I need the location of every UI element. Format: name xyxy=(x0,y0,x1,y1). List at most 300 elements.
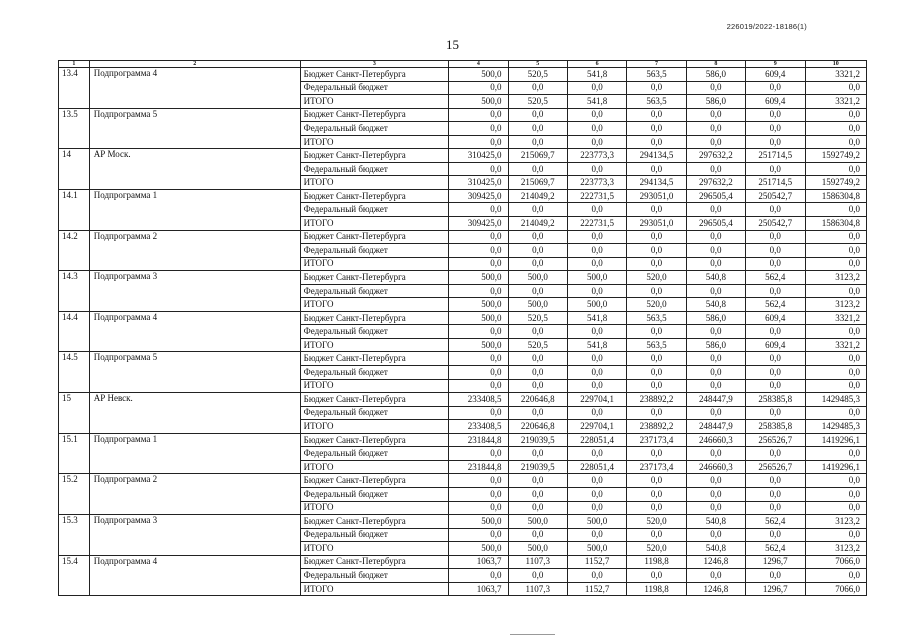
funding-source: Бюджет Санкт-Петербурга xyxy=(300,352,448,366)
value-cell: 0,0 xyxy=(508,474,567,488)
value-cell: 248447,9 xyxy=(686,393,745,407)
value-cell: 0,0 xyxy=(508,487,567,501)
value-cell: 500,0 xyxy=(508,515,567,529)
value-cell: 500,0 xyxy=(567,298,626,312)
value-cell: 1296,7 xyxy=(746,555,805,569)
value-cell: 0,0 xyxy=(746,366,805,380)
value-cell: 0,0 xyxy=(449,352,508,366)
value-cell: 0,0 xyxy=(805,501,867,515)
value-cell: 0,0 xyxy=(567,325,626,339)
value-cell: 0,0 xyxy=(746,284,805,298)
value-cell: 0,0 xyxy=(449,257,508,271)
value-cell: 0,0 xyxy=(567,135,626,149)
value-cell: 214049,2 xyxy=(508,217,567,231)
value-cell: 0,0 xyxy=(449,203,508,217)
value-cell: 0,0 xyxy=(805,379,867,393)
value-cell: 0,0 xyxy=(627,203,686,217)
value-cell: 250542,7 xyxy=(746,217,805,231)
value-cell: 215069,7 xyxy=(508,176,567,190)
value-cell: 0,0 xyxy=(627,284,686,298)
value-cell: 0,0 xyxy=(805,447,867,461)
value-cell: 1152,7 xyxy=(567,582,626,596)
value-cell: 0,0 xyxy=(686,447,745,461)
value-cell: 0,0 xyxy=(449,501,508,515)
value-cell: 310425,0 xyxy=(449,176,508,190)
value-cell: 1419296,1 xyxy=(805,460,867,474)
funding-source: ИТОГО xyxy=(300,135,448,149)
value-cell: 0,0 xyxy=(567,379,626,393)
table-row xyxy=(59,474,867,488)
header-cell: 4 xyxy=(449,61,508,68)
value-cell: 0,0 xyxy=(805,528,867,542)
row-code: 14.1 xyxy=(59,189,90,230)
value-cell: 0,0 xyxy=(627,447,686,461)
value-cell: 0,0 xyxy=(567,352,626,366)
value-cell: 0,0 xyxy=(567,257,626,271)
row-name: Подпрограмма 3 xyxy=(89,271,300,312)
value-cell: 0,0 xyxy=(449,487,508,501)
value-cell: 0,0 xyxy=(627,569,686,583)
value-cell: 0,0 xyxy=(449,81,508,95)
value-cell: 0,0 xyxy=(627,162,686,176)
value-cell: 0,0 xyxy=(627,122,686,136)
value-cell: 520,5 xyxy=(508,95,567,109)
value-cell: 0,0 xyxy=(449,447,508,461)
value-cell: 0,0 xyxy=(805,569,867,583)
value-cell: 296505,4 xyxy=(686,189,745,203)
value-cell: 0,0 xyxy=(805,203,867,217)
value-cell: 1107,3 xyxy=(508,582,567,596)
value-cell: 0,0 xyxy=(805,135,867,149)
row-code: 13.5 xyxy=(59,108,90,149)
value-cell: 0,0 xyxy=(567,122,626,136)
value-cell: 246660,3 xyxy=(686,433,745,447)
value-cell: 1107,3 xyxy=(508,555,567,569)
funding-source: Федеральный бюджет xyxy=(300,487,448,501)
value-cell: 0,0 xyxy=(567,81,626,95)
value-cell: 0,0 xyxy=(746,81,805,95)
header-cell: 9 xyxy=(746,61,805,68)
value-cell: 7066,0 xyxy=(805,555,867,569)
table-row xyxy=(59,271,867,285)
value-cell: 0,0 xyxy=(567,108,626,122)
value-cell: 0,0 xyxy=(686,352,745,366)
value-cell: 0,0 xyxy=(508,162,567,176)
value-cell: 500,0 xyxy=(508,542,567,556)
funding-source: ИТОГО xyxy=(300,338,448,352)
value-cell: 1419296,1 xyxy=(805,433,867,447)
value-cell: 0,0 xyxy=(746,569,805,583)
value-cell: 586,0 xyxy=(686,95,745,109)
value-cell: 0,0 xyxy=(686,122,745,136)
value-cell: 0,0 xyxy=(508,122,567,136)
value-cell: 500,0 xyxy=(508,271,567,285)
value-cell: 0,0 xyxy=(449,108,508,122)
value-cell: 586,0 xyxy=(686,311,745,325)
value-cell: 219039,5 xyxy=(508,433,567,447)
value-cell: 0,0 xyxy=(686,135,745,149)
value-cell: 256526,7 xyxy=(746,460,805,474)
value-cell: 0,0 xyxy=(746,447,805,461)
value-cell: 500,0 xyxy=(567,271,626,285)
value-cell: 231844,8 xyxy=(449,433,508,447)
value-cell: 238892,2 xyxy=(627,420,686,434)
value-cell: 0,0 xyxy=(686,406,745,420)
value-cell: 0,0 xyxy=(805,284,867,298)
value-cell: 0,0 xyxy=(686,230,745,244)
table-row xyxy=(59,393,867,407)
value-cell: 3321,2 xyxy=(805,338,867,352)
value-cell: 540,8 xyxy=(686,542,745,556)
value-cell: 1063,7 xyxy=(449,555,508,569)
value-cell: 3123,2 xyxy=(805,542,867,556)
funding-source: ИТОГО xyxy=(300,501,448,515)
value-cell: 0,0 xyxy=(746,244,805,258)
value-cell: 1586304,8 xyxy=(805,217,867,231)
value-cell: 233408,5 xyxy=(449,420,508,434)
value-cell: 0,0 xyxy=(508,569,567,583)
value-cell: 0,0 xyxy=(449,325,508,339)
table-row xyxy=(59,68,867,82)
value-cell: 0,0 xyxy=(746,230,805,244)
value-cell: 0,0 xyxy=(627,528,686,542)
value-cell: 0,0 xyxy=(805,81,867,95)
value-cell: 251714,5 xyxy=(746,149,805,163)
value-cell: 1296,7 xyxy=(746,582,805,596)
value-cell: 0,0 xyxy=(567,366,626,380)
value-cell: 609,4 xyxy=(746,338,805,352)
value-cell: 248447,9 xyxy=(686,420,745,434)
value-cell: 0,0 xyxy=(567,569,626,583)
funding-source: Федеральный бюджет xyxy=(300,406,448,420)
value-cell: 1592749,2 xyxy=(805,149,867,163)
value-cell: 520,5 xyxy=(508,311,567,325)
value-cell: 0,0 xyxy=(449,528,508,542)
funding-source: Федеральный бюджет xyxy=(300,244,448,258)
value-cell: 0,0 xyxy=(508,108,567,122)
value-cell: 258385,8 xyxy=(746,420,805,434)
value-cell: 0,0 xyxy=(627,501,686,515)
value-cell: 0,0 xyxy=(746,257,805,271)
row-code: 15.2 xyxy=(59,474,90,515)
value-cell: 3123,2 xyxy=(805,298,867,312)
value-cell: 294134,5 xyxy=(627,176,686,190)
value-cell: 541,8 xyxy=(567,338,626,352)
value-cell: 0,0 xyxy=(686,379,745,393)
value-cell: 294134,5 xyxy=(627,149,686,163)
value-cell: 0,0 xyxy=(508,501,567,515)
value-cell: 0,0 xyxy=(746,501,805,515)
value-cell: 0,0 xyxy=(627,257,686,271)
value-cell: 500,0 xyxy=(567,515,626,529)
value-cell: 0,0 xyxy=(686,284,745,298)
value-cell: 1152,7 xyxy=(567,555,626,569)
funding-source: Федеральный бюджет xyxy=(300,162,448,176)
value-cell: 0,0 xyxy=(686,569,745,583)
value-cell: 0,0 xyxy=(449,474,508,488)
value-cell: 0,0 xyxy=(805,230,867,244)
funding-source: Бюджет Санкт-Петербурга xyxy=(300,433,448,447)
value-cell: 0,0 xyxy=(686,108,745,122)
value-cell: 297632,2 xyxy=(686,176,745,190)
row-name: Подпрограмма 1 xyxy=(89,433,300,474)
value-cell: 3321,2 xyxy=(805,95,867,109)
value-cell: 1592749,2 xyxy=(805,176,867,190)
value-cell: 0,0 xyxy=(508,81,567,95)
value-cell: 0,0 xyxy=(627,244,686,258)
value-cell: 297632,2 xyxy=(686,149,745,163)
value-cell: 237173,4 xyxy=(627,460,686,474)
funding-source: Федеральный бюджет xyxy=(300,528,448,542)
value-cell: 1198,8 xyxy=(627,582,686,596)
row-code: 14.3 xyxy=(59,271,90,312)
value-cell: 0,0 xyxy=(449,366,508,380)
header-cell: 7 xyxy=(627,61,686,68)
funding-source: Бюджет Санкт-Петербурга xyxy=(300,311,448,325)
row-name: Подпрограмма 2 xyxy=(89,474,300,515)
value-cell: 0,0 xyxy=(508,379,567,393)
value-cell: 309425,0 xyxy=(449,217,508,231)
value-cell: 0,0 xyxy=(805,257,867,271)
funding-source: Бюджет Санкт-Петербурга xyxy=(300,149,448,163)
value-cell: 0,0 xyxy=(508,528,567,542)
funding-source: ИТОГО xyxy=(300,217,448,231)
value-cell: 0,0 xyxy=(686,257,745,271)
value-cell: 0,0 xyxy=(805,474,867,488)
funding-source: Федеральный бюджет xyxy=(300,325,448,339)
row-name: АР Моск. xyxy=(89,149,300,190)
value-cell: 0,0 xyxy=(627,230,686,244)
value-cell: 0,0 xyxy=(508,366,567,380)
value-cell: 520,0 xyxy=(627,271,686,285)
funding-source: Федеральный бюджет xyxy=(300,203,448,217)
table-row xyxy=(59,555,867,569)
table-row xyxy=(59,311,867,325)
row-code: 14.5 xyxy=(59,352,90,393)
row-code: 14.2 xyxy=(59,230,90,271)
funding-source: Бюджет Санкт-Петербурга xyxy=(300,230,448,244)
value-cell: 0,0 xyxy=(746,406,805,420)
value-cell: 0,0 xyxy=(627,352,686,366)
value-cell: 0,0 xyxy=(805,406,867,420)
value-cell: 0,0 xyxy=(567,162,626,176)
document-id: 226019/2022-18186(1) xyxy=(726,22,807,31)
value-cell: 3321,2 xyxy=(805,68,867,82)
value-cell: 0,0 xyxy=(686,162,745,176)
funding-source: ИТОГО xyxy=(300,542,448,556)
header-cell: 3 xyxy=(300,61,448,68)
value-cell: 500,0 xyxy=(449,515,508,529)
row-name: Подпрограмма 3 xyxy=(89,515,300,556)
row-code: 15.3 xyxy=(59,515,90,556)
header-cell: 5 xyxy=(508,61,567,68)
value-cell: 0,0 xyxy=(805,487,867,501)
value-cell: 0,0 xyxy=(746,352,805,366)
header-cell: 10 xyxy=(805,61,867,68)
table-row xyxy=(59,189,867,203)
value-cell: 229704,1 xyxy=(567,420,626,434)
page-number: 15 xyxy=(446,37,459,52)
value-cell: 541,8 xyxy=(567,68,626,82)
value-cell: 0,0 xyxy=(567,230,626,244)
value-cell: 520,5 xyxy=(508,338,567,352)
value-cell: 0,0 xyxy=(746,487,805,501)
value-cell: 256526,7 xyxy=(746,433,805,447)
value-cell: 0,0 xyxy=(508,135,567,149)
value-cell: 0,0 xyxy=(805,352,867,366)
value-cell: 0,0 xyxy=(449,379,508,393)
value-cell: 0,0 xyxy=(508,325,567,339)
value-cell: 231844,8 xyxy=(449,460,508,474)
table-row xyxy=(59,108,867,122)
value-cell: 0,0 xyxy=(805,162,867,176)
value-cell: 0,0 xyxy=(449,569,508,583)
value-cell: 7066,0 xyxy=(805,582,867,596)
row-code: 15.1 xyxy=(59,433,90,474)
value-cell: 219039,5 xyxy=(508,460,567,474)
value-cell: 0,0 xyxy=(567,447,626,461)
funding-source: Бюджет Санкт-Петербурга xyxy=(300,515,448,529)
value-cell: 0,0 xyxy=(746,122,805,136)
value-cell: 541,8 xyxy=(567,311,626,325)
value-cell: 500,0 xyxy=(449,95,508,109)
value-cell: 0,0 xyxy=(508,203,567,217)
funding-source: ИТОГО xyxy=(300,582,448,596)
value-cell: 0,0 xyxy=(449,162,508,176)
value-cell: 0,0 xyxy=(805,108,867,122)
value-cell: 500,0 xyxy=(508,298,567,312)
value-cell: 500,0 xyxy=(449,338,508,352)
funding-source: ИТОГО xyxy=(300,460,448,474)
row-code: 15 xyxy=(59,393,90,434)
value-cell: 0,0 xyxy=(508,352,567,366)
value-cell: 0,0 xyxy=(627,406,686,420)
value-cell: 0,0 xyxy=(627,474,686,488)
value-cell: 563,5 xyxy=(627,68,686,82)
funding-source: Федеральный бюджет xyxy=(300,122,448,136)
value-cell: 500,0 xyxy=(449,311,508,325)
value-cell: 1246,8 xyxy=(686,555,745,569)
value-cell: 0,0 xyxy=(449,230,508,244)
value-cell: 0,0 xyxy=(508,284,567,298)
value-cell: 3321,2 xyxy=(805,311,867,325)
value-cell: 1063,7 xyxy=(449,582,508,596)
value-cell: 0,0 xyxy=(449,122,508,136)
table-row xyxy=(59,433,867,447)
funding-source: Федеральный бюджет xyxy=(300,366,448,380)
value-cell: 0,0 xyxy=(567,284,626,298)
value-cell: 0,0 xyxy=(567,528,626,542)
funding-source: Бюджет Санкт-Петербурга xyxy=(300,271,448,285)
value-cell: 0,0 xyxy=(567,406,626,420)
value-cell: 250542,7 xyxy=(746,189,805,203)
funding-source: Бюджет Санкт-Петербурга xyxy=(300,68,448,82)
value-cell: 0,0 xyxy=(627,108,686,122)
value-cell: 296505,4 xyxy=(686,217,745,231)
value-cell: 0,0 xyxy=(449,284,508,298)
value-cell: 0,0 xyxy=(746,162,805,176)
value-cell: 233408,5 xyxy=(449,393,508,407)
value-cell: 0,0 xyxy=(508,406,567,420)
value-cell: 520,0 xyxy=(627,298,686,312)
funding-source: Федеральный бюджет xyxy=(300,447,448,461)
value-cell: 540,8 xyxy=(686,271,745,285)
header-row xyxy=(59,61,867,68)
row-name: Подпрограмма 4 xyxy=(89,311,300,352)
value-cell: 0,0 xyxy=(508,447,567,461)
value-cell: 0,0 xyxy=(627,325,686,339)
funding-source: ИТОГО xyxy=(300,298,448,312)
value-cell: 258385,8 xyxy=(746,393,805,407)
funding-source: Бюджет Санкт-Петербурга xyxy=(300,474,448,488)
row-name: Подпрограмма 4 xyxy=(89,68,300,109)
funding-source: ИТОГО xyxy=(300,379,448,393)
value-cell: 500,0 xyxy=(449,298,508,312)
value-cell: 0,0 xyxy=(746,474,805,488)
value-cell: 586,0 xyxy=(686,68,745,82)
value-cell: 1429485,3 xyxy=(805,420,867,434)
value-cell: 0,0 xyxy=(627,81,686,95)
value-cell: 0,0 xyxy=(746,325,805,339)
value-cell: 0,0 xyxy=(567,501,626,515)
value-cell: 0,0 xyxy=(686,81,745,95)
value-cell: 609,4 xyxy=(746,95,805,109)
row-code: 14 xyxy=(59,149,90,190)
row-name: Подпрограмма 4 xyxy=(89,555,300,596)
value-cell: 0,0 xyxy=(508,244,567,258)
table-row xyxy=(59,515,867,529)
funding-source: Федеральный бюджет xyxy=(300,81,448,95)
row-name: Подпрограмма 5 xyxy=(89,352,300,393)
value-cell: 520,0 xyxy=(627,515,686,529)
value-cell: 309425,0 xyxy=(449,189,508,203)
value-cell: 0,0 xyxy=(746,203,805,217)
value-cell: 0,0 xyxy=(627,379,686,393)
header-cell: 8 xyxy=(686,61,745,68)
value-cell: 223773,3 xyxy=(567,149,626,163)
value-cell: 586,0 xyxy=(686,338,745,352)
table-row xyxy=(59,230,867,244)
value-cell: 222731,5 xyxy=(567,189,626,203)
value-cell: 293051,0 xyxy=(627,217,686,231)
value-cell: 0,0 xyxy=(567,474,626,488)
value-cell: 0,0 xyxy=(686,501,745,515)
funding-source: Бюджет Санкт-Петербурга xyxy=(300,555,448,569)
value-cell: 609,4 xyxy=(746,68,805,82)
value-cell: 0,0 xyxy=(746,135,805,149)
value-cell: 228051,4 xyxy=(567,433,626,447)
value-cell: 0,0 xyxy=(686,474,745,488)
value-cell: 0,0 xyxy=(746,108,805,122)
value-cell: 541,8 xyxy=(567,95,626,109)
value-cell: 0,0 xyxy=(746,379,805,393)
funding-source: Федеральный бюджет xyxy=(300,284,448,298)
value-cell: 0,0 xyxy=(686,528,745,542)
value-cell: 0,0 xyxy=(805,244,867,258)
table-row xyxy=(59,352,867,366)
value-cell: 0,0 xyxy=(567,487,626,501)
row-name: Подпрограмма 2 xyxy=(89,230,300,271)
value-cell: 609,4 xyxy=(746,311,805,325)
value-cell: 563,5 xyxy=(627,95,686,109)
value-cell: 500,0 xyxy=(449,542,508,556)
value-cell: 0,0 xyxy=(627,487,686,501)
footer-mark xyxy=(510,634,555,635)
funding-source: ИТОГО xyxy=(300,176,448,190)
funding-source: ИТОГО xyxy=(300,257,448,271)
row-code: 15.4 xyxy=(59,555,90,596)
value-cell: 0,0 xyxy=(686,244,745,258)
